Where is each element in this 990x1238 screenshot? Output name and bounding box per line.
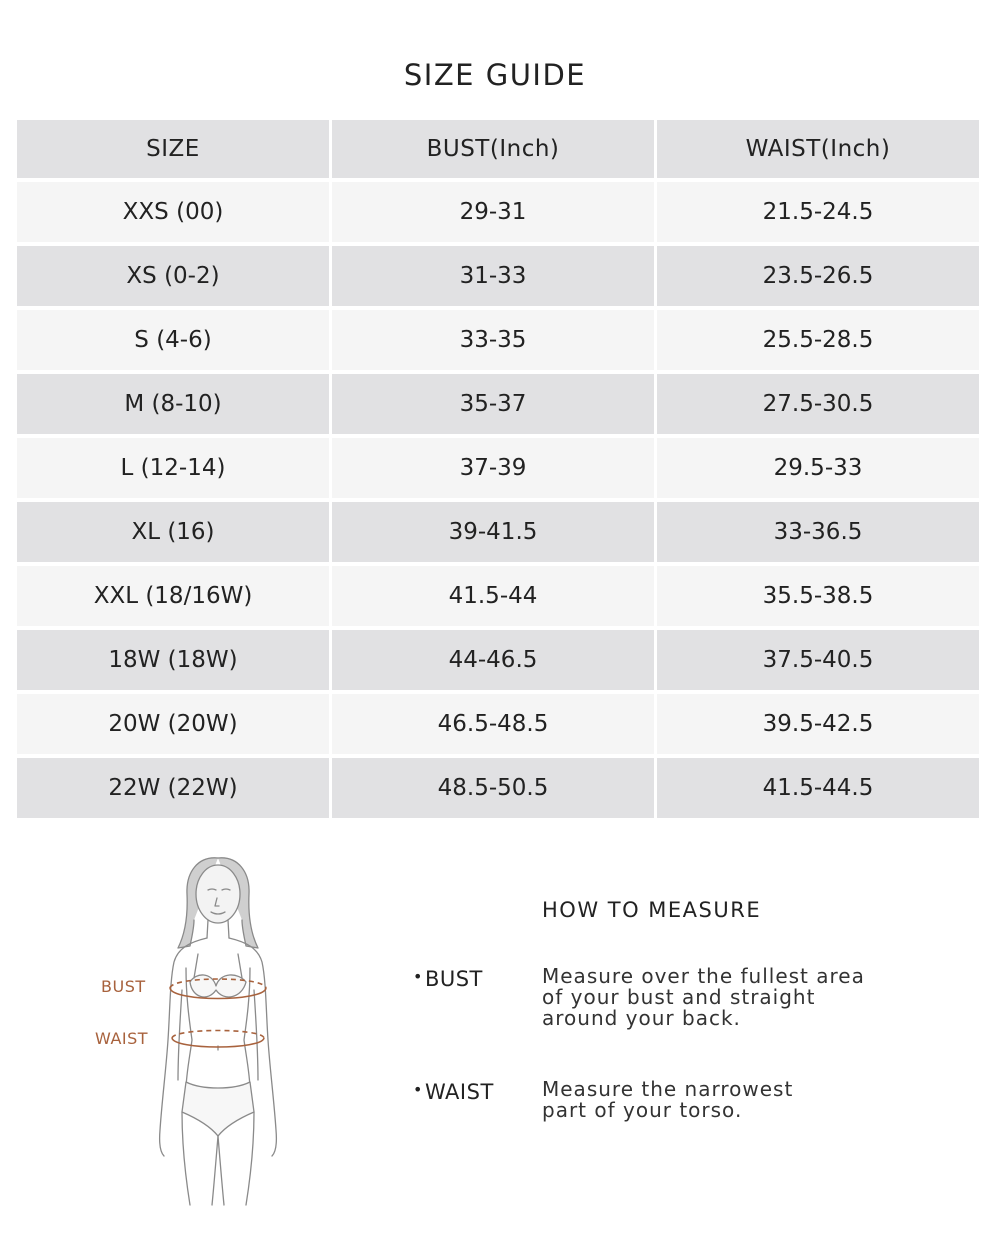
waist-title: WAIST xyxy=(424,1080,494,1104)
cell-size: XXS (00) xyxy=(17,182,329,242)
table-row xyxy=(17,310,979,370)
table-row xyxy=(17,694,979,754)
cell-bust: 39-41.5 xyxy=(332,502,654,562)
cell-waist: 39.5-42.5 xyxy=(657,694,979,754)
cell-waist: 29.5-33 xyxy=(657,438,979,498)
header-waist: WAIST(Inch) xyxy=(657,120,979,178)
table-row xyxy=(17,182,979,242)
table-row xyxy=(17,246,979,306)
header-bust: BUST(Inch) xyxy=(332,120,654,178)
waist-desc-line: part of your torso. xyxy=(542,1098,743,1122)
cell-bust: 37-39 xyxy=(332,438,654,498)
cell-bust: 48.5-50.5 xyxy=(332,758,654,818)
cell-waist: 25.5-28.5 xyxy=(657,310,979,370)
waist-instruction-title xyxy=(413,1080,494,1104)
bust-instruction-title xyxy=(413,967,483,991)
table-row xyxy=(17,758,979,818)
header-size: SIZE xyxy=(17,120,329,178)
waist-instruction-text xyxy=(542,1079,902,1121)
cell-size: XS (0-2) xyxy=(17,246,329,306)
bust-desc-line: of your bust and straight xyxy=(542,985,816,1009)
bullet-dot-icon: • xyxy=(413,967,423,986)
cell-size: 20W (20W) xyxy=(17,694,329,754)
table-row xyxy=(17,374,979,434)
cell-size: S (4-6) xyxy=(17,310,329,370)
cell-waist: 35.5-38.5 xyxy=(657,566,979,626)
cell-waist: 33-36.5 xyxy=(657,502,979,562)
cell-size: XXL (18/16W) xyxy=(17,566,329,626)
cell-size: XL (16) xyxy=(17,502,329,562)
size-table xyxy=(14,116,982,822)
cell-bust: 44-46.5 xyxy=(332,630,654,690)
cell-bust: 31-33 xyxy=(332,246,654,306)
cell-bust: 46.5-48.5 xyxy=(332,694,654,754)
how-to-measure-heading: HOW TO MEASURE xyxy=(542,898,762,922)
bust-label: BUST xyxy=(101,977,146,996)
table-row xyxy=(17,566,979,626)
cell-bust: 35-37 xyxy=(332,374,654,434)
body-measurement-figure xyxy=(90,850,320,1210)
cell-size: 22W (22W) xyxy=(17,758,329,818)
table-row xyxy=(17,438,979,498)
cell-bust: 29-31 xyxy=(332,182,654,242)
cell-waist: 41.5-44.5 xyxy=(657,758,979,818)
cell-bust: 33-35 xyxy=(332,310,654,370)
cell-waist: 23.5-26.5 xyxy=(657,246,979,306)
bust-desc-line: around your back. xyxy=(542,1006,741,1030)
cell-size: 18W (18W) xyxy=(17,630,329,690)
table-header-row xyxy=(17,120,979,178)
table-row xyxy=(17,630,979,690)
cell-size: M (8-10) xyxy=(17,374,329,434)
cell-bust: 41.5-44 xyxy=(332,566,654,626)
cell-waist: 27.5-30.5 xyxy=(657,374,979,434)
bust-title: BUST xyxy=(424,967,483,991)
cell-waist: 37.5-40.5 xyxy=(657,630,979,690)
cell-waist: 21.5-24.5 xyxy=(657,182,979,242)
waist-desc-line: Measure the narrowest xyxy=(542,1077,794,1101)
table-row xyxy=(17,502,979,562)
bust-instruction-text xyxy=(542,966,902,1029)
cell-size: L (12-14) xyxy=(17,438,329,498)
page-title: SIZE GUIDE xyxy=(403,58,587,92)
bust-desc-line: Measure over the fullest area xyxy=(542,964,865,988)
waist-label: WAIST xyxy=(95,1029,149,1048)
bullet-dot-icon: • xyxy=(413,1080,423,1099)
